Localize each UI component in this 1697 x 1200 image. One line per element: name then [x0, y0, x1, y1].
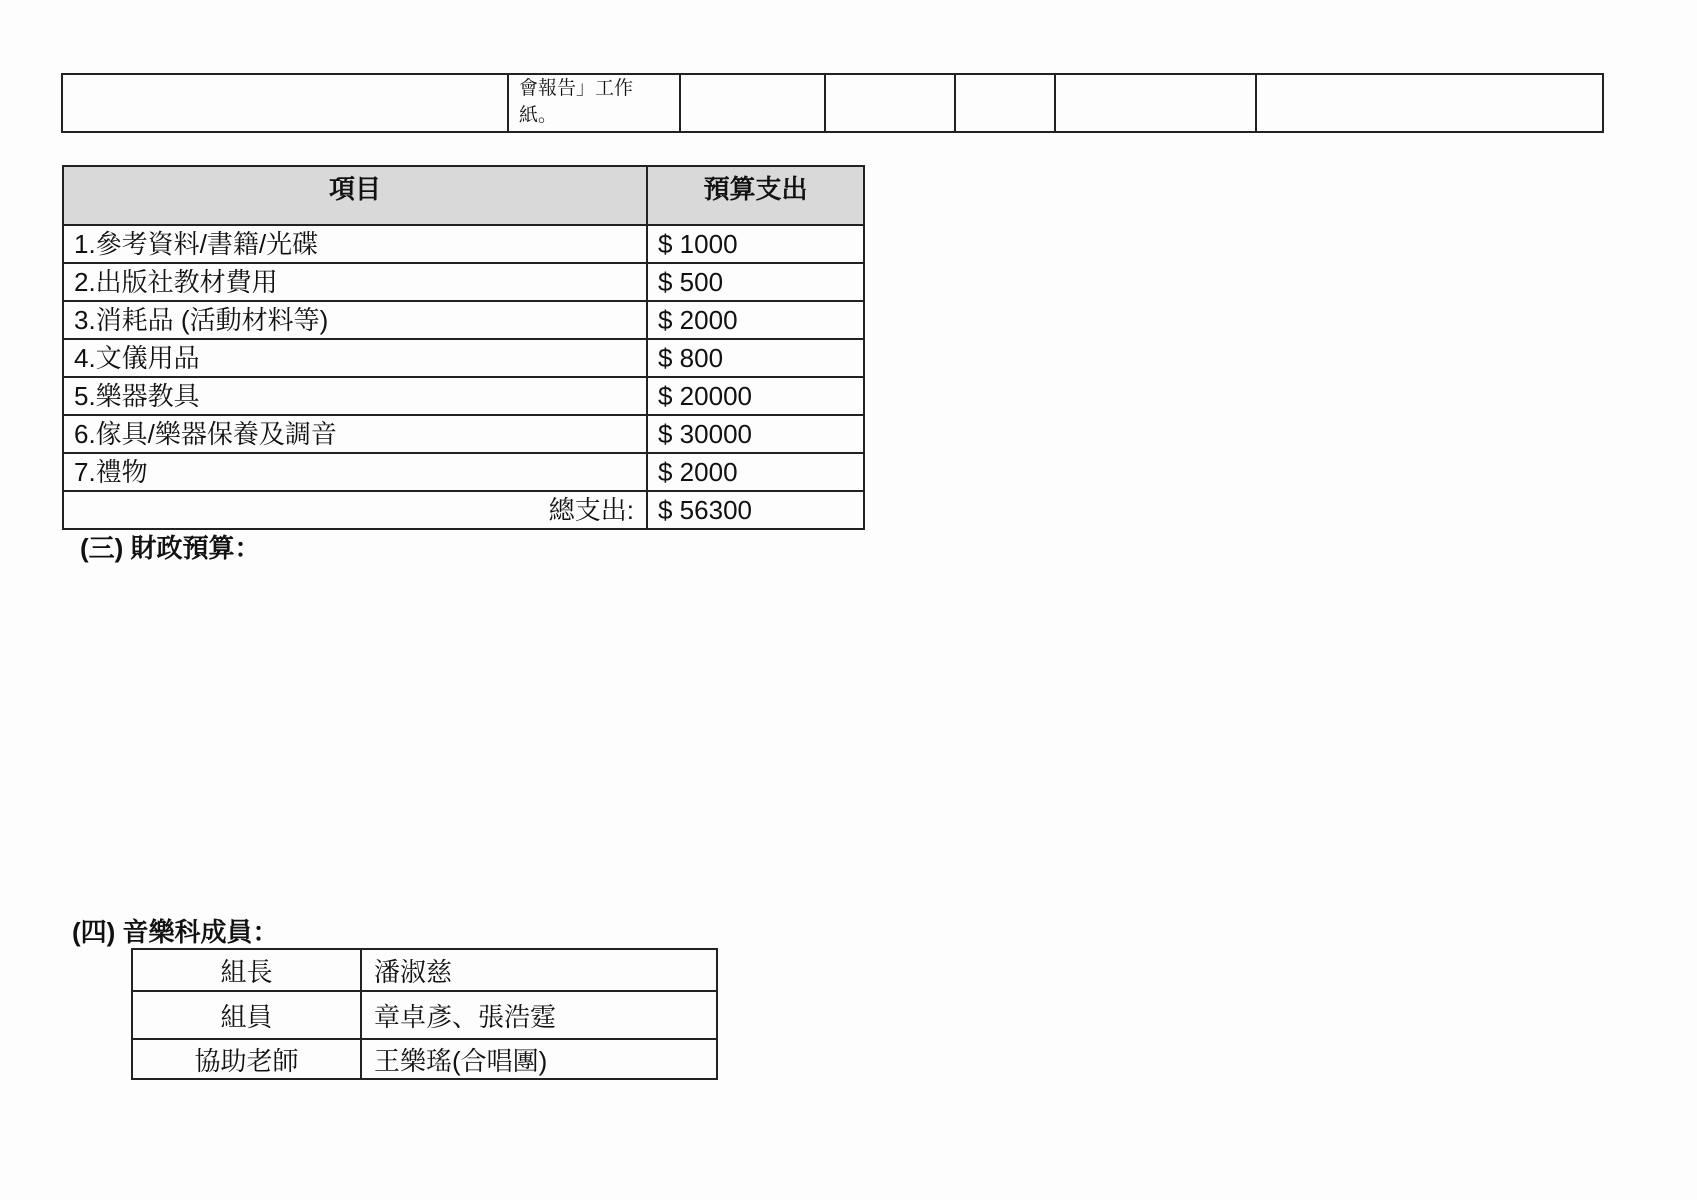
table-cell: [1256, 74, 1603, 132]
table-row: [132, 1039, 717, 1079]
item-column-header: 項目: [63, 166, 647, 225]
budget-amount: $ 800: [647, 339, 864, 377]
amount-column-header: 預算支出: [647, 166, 864, 225]
table-row: [63, 453, 864, 491]
total-amount: $ 56300: [647, 491, 864, 529]
budget-amount: $ 1000: [647, 225, 864, 263]
table-cell: [680, 74, 825, 132]
table-row: [132, 991, 717, 1039]
budget-item: 1.參考資料/書籍/光碟: [63, 225, 647, 263]
table-row: [132, 949, 717, 991]
section-title-budget: (三) 財政預算：: [80, 533, 261, 563]
continued-schedule-table: [61, 73, 1604, 133]
budget-amount: $ 500: [647, 263, 864, 301]
budget-item: 7.禮物: [63, 453, 647, 491]
budget-item: 5.樂器教具: [63, 377, 647, 415]
cell-text-line: 紙。: [519, 105, 558, 126]
budget-amount: $ 2000: [647, 453, 864, 491]
table-row: [63, 377, 864, 415]
member-role: 協助老師: [132, 1039, 361, 1079]
budget-amount: $ 2000: [647, 301, 864, 339]
budget-amount: $ 20000: [647, 377, 864, 415]
member-names: 潘淑慈: [361, 949, 717, 991]
table-row: [63, 225, 864, 263]
budget-amount: $ 30000: [647, 415, 864, 453]
table-row: [63, 339, 864, 377]
table-header-row: [63, 166, 864, 225]
total-row: [63, 491, 864, 529]
table-cell: [1055, 74, 1256, 132]
table-cell: [825, 74, 955, 132]
table-cell: [508, 74, 680, 132]
budget-table: [62, 165, 865, 530]
member-role: 組員: [132, 991, 361, 1039]
budget-item: 2.出版社教材費用: [63, 263, 647, 301]
table-row: [63, 263, 864, 301]
total-label: 總支出:: [63, 491, 647, 529]
member-names: 章卓彥、張浩霆: [361, 991, 717, 1039]
cell-text-line: 會報告」工作: [519, 78, 634, 99]
budget-item: 4.文儀用品: [63, 339, 647, 377]
member-role: 組長: [132, 949, 361, 991]
table-row: [62, 74, 1603, 132]
budget-item: 3.消耗品 (活動材料等): [63, 301, 647, 339]
budget-item: 6.傢具/樂器保養及調音: [63, 415, 647, 453]
table-cell: [62, 74, 508, 132]
table-cell: [955, 74, 1055, 132]
member-names: 王樂瑤(合唱團): [361, 1039, 717, 1079]
members-table: [131, 948, 718, 1080]
table-row: [63, 301, 864, 339]
section-title-members: (四) 音樂科成員：: [72, 917, 279, 947]
table-row: [63, 415, 864, 453]
